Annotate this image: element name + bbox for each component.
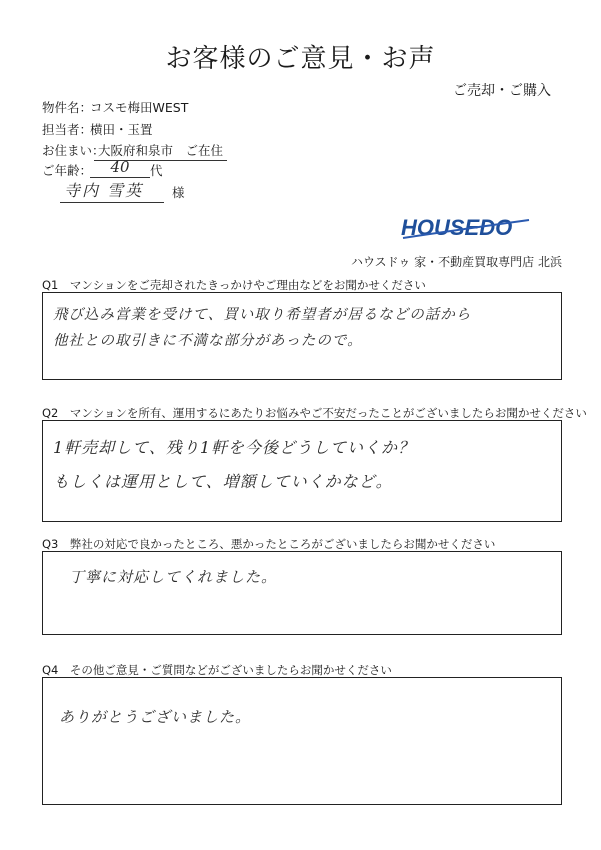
age-label: ご年齢： [42,163,93,178]
question-2-label: Q2 マンションを所有、運用するにあたりお悩みやご不安だったことがございましたらお聞かせください [42,406,587,420]
info-block [42,98,342,208]
customer-name: 寺内 雪英 [60,178,164,203]
name-suffix: 様 [172,185,185,200]
housedo-logo [397,212,537,242]
question-2-answer-box [42,420,562,522]
question-1-answer-box [42,292,562,380]
staff-value: 横田・玉置 [90,122,153,137]
transaction-type: ご売却・ご購入 [453,83,551,99]
question-4-label: Q4 その他ご意見・ご質問などがございましたらお聞かせください [42,663,392,677]
property-value: コスモ梅田WEST [90,100,189,115]
question-1-label: Q1 マンションをご売却されたきっかけやご理由などをお聞かせください [42,278,426,292]
question-2-answer-line: 1軒売却して、残り1軒を今後どうしていくか？ [53,438,416,457]
page-title: お客様のご意見・お声 [165,44,436,74]
logo-wordmark: HOUSEDO [401,215,513,240]
logo-mark [397,212,537,242]
question-4-answer-line: ありがとうございました。 [59,708,252,726]
property-label: 物件名： [42,100,93,115]
question-1-answer-line: 飛び込み営業を受けて、買い取り希望者が居るなどの話から [53,307,472,323]
age-value: 40 [90,158,150,178]
address-value: 大阪府和泉市 ご在住 [94,141,227,161]
address-label: お住まい： [42,143,105,158]
question-3-answer-line: 丁寧に対応してくれました。 [69,568,278,586]
question-4-answer-box [42,677,562,805]
question-3-answer-box [42,551,562,635]
age-suffix: 代 [150,163,163,178]
staff-label: 担当者： [42,122,93,137]
question-1-answer-line: 他社との取引きに不満な部分があったので。 [53,333,363,349]
question-3-label: Q3 弊社の対応で良かったところ、悪かったところがございましたらお聞かせください [42,537,496,551]
store-name: ハウスドゥ 家・不動産買取専門店 北浜 [351,255,562,269]
question-2-answer-line: もしくは運用として、増額していくかなど。 [53,472,393,491]
